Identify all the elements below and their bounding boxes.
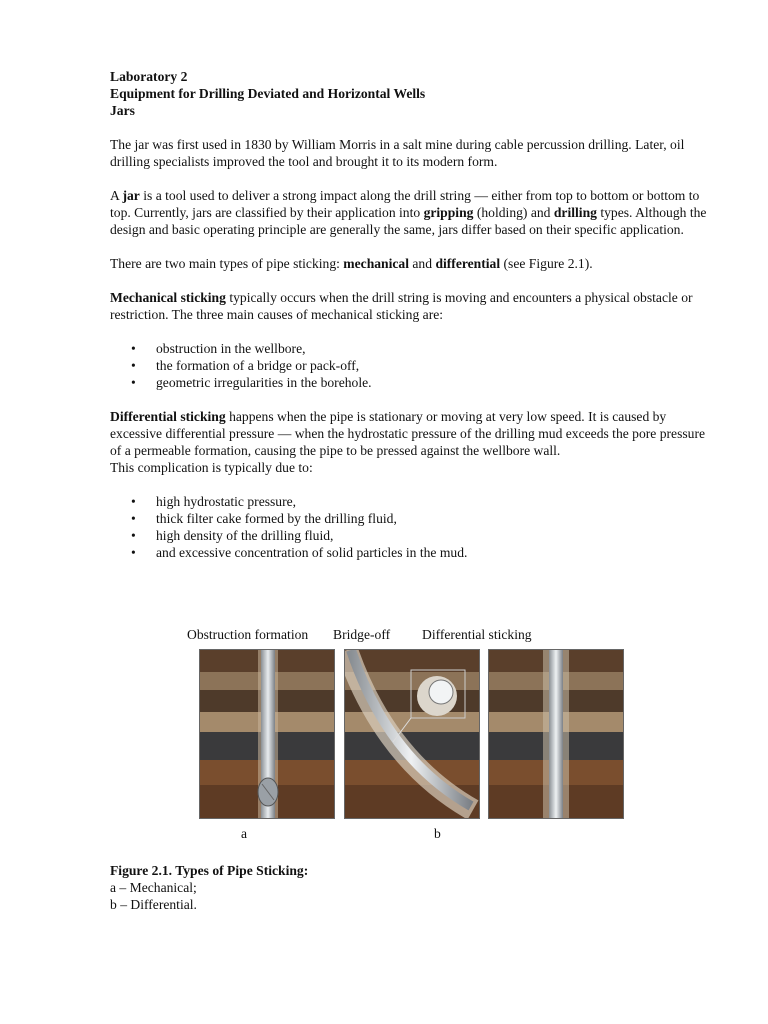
jar-paragraph: A jar is a tool used to deliver a strong impact along the drill string — either from top to bottom or bottom to top. Currently, jars are classified by their application into gripping (holding) and drilling types. Although the design and basic operating principle are generally the same, jars differ based on their specific application. bbox=[110, 188, 707, 237]
mechanical-causes-list bbox=[110, 340, 710, 391]
differential-paragraph: Differential sticking happens when the pipe is stationary or moving at very low speed. It is caused by excessive differential pressure — when the hydrostatic pressure of the drilling mud exceeds the pore pressure of a permeable formation, causing the pipe to be pressed against the wellbore wall. bbox=[110, 409, 706, 458]
figure-caption bbox=[110, 862, 610, 913]
list-item: • and excessive concentration of solid particles in the mud. bbox=[110, 544, 710, 561]
differential-causes-list bbox=[110, 493, 710, 561]
figure-legend-b: b – Differential. bbox=[110, 897, 197, 912]
list-item: • high density of the drilling fluid, bbox=[110, 527, 710, 544]
caption-differential: Differential sticking bbox=[422, 627, 532, 642]
figure-2-1 bbox=[0, 649, 768, 819]
figure-legend-a: a – Mechanical; bbox=[110, 880, 197, 895]
document-body bbox=[110, 68, 710, 561]
differential-intro: This complication is typically due to: bbox=[110, 460, 313, 475]
lab-subtitle: Equipment for Drilling Deviated and Horizontal Wells bbox=[110, 86, 426, 101]
differential-sticking-illustration bbox=[488, 649, 624, 819]
list-item: • thick filter cake formed by the drilling fluid, bbox=[110, 510, 710, 527]
mechanical-paragraph: Mechanical sticking typically occurs when the drill string is moving and encounters a physical obstacle or restriction. The three main causes of mechanical sticking are: bbox=[110, 290, 693, 322]
list-item: • geometric irregularities in the borehole. bbox=[110, 374, 710, 391]
figure-letter-b: b bbox=[434, 826, 441, 841]
caption-obstruction: Obstruction formation bbox=[187, 627, 309, 642]
lab-title: Laboratory 2 bbox=[110, 69, 188, 84]
intro-paragraph: The jar was first used in 1830 by William Morris in a salt mine during cable percussion drilling. Later, oil drilling specialists improved the tool and brought it to its modern form. bbox=[110, 137, 685, 169]
list-item: • the formation of a bridge or pack-off, bbox=[110, 357, 710, 374]
list-item: • obstruction in the wellbore, bbox=[110, 340, 710, 357]
caption-bridge-off: Bridge-off bbox=[333, 627, 391, 642]
section-title: Jars bbox=[110, 103, 135, 118]
types-paragraph: There are two main types of pipe sticking: mechanical and differential (see Figure 2.1). bbox=[110, 256, 593, 271]
bridge-off-illustration bbox=[344, 649, 480, 819]
list-item: • high hydrostatic pressure, bbox=[110, 493, 710, 510]
figure-letter-a: a bbox=[241, 826, 248, 841]
figure-title: Figure 2.1. Types of Pipe Sticking: bbox=[110, 863, 309, 878]
obstruction-illustration bbox=[199, 649, 335, 819]
